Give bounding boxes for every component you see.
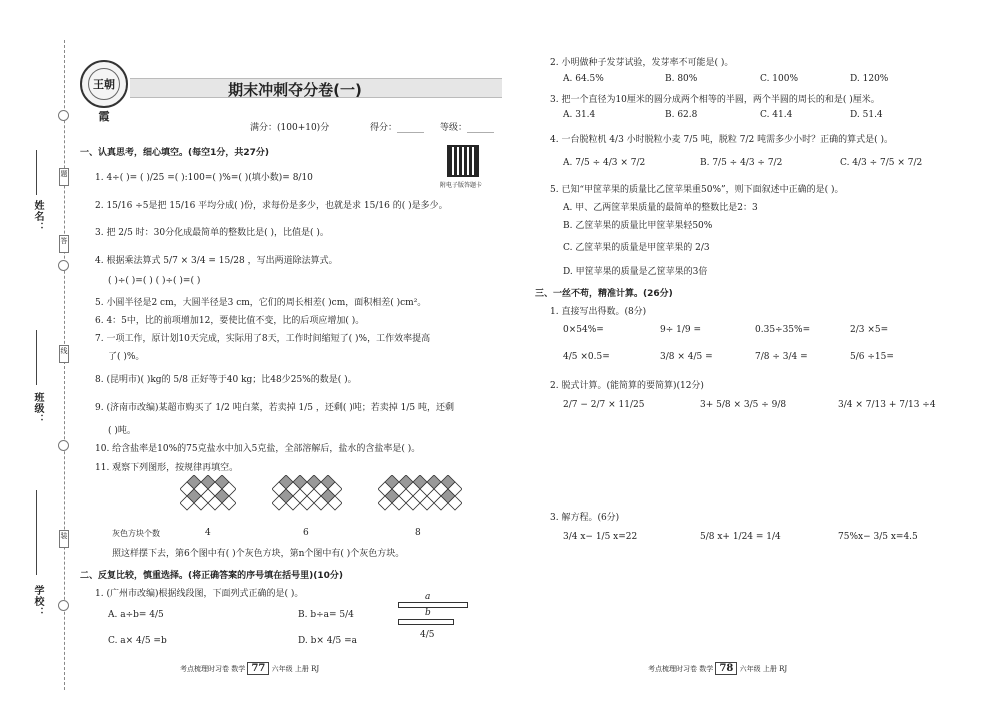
question: 3. 把一个直径为10厘米的圆分成两个相等的半圆，两个半圆的周长的和是( )厘米。	[550, 95, 880, 105]
pattern-figure-2	[272, 475, 342, 517]
option[interactable]: A. 甲、乙两筐苹果质量的最简单的整数比是2：3	[563, 203, 758, 213]
section-1-heading: 一、认真思考，细心填空。(每空1分，共27分)	[80, 148, 270, 158]
option[interactable]: C. a× 4/5 =b	[108, 636, 167, 646]
option[interactable]: D. 甲筐苹果的质量是乙筐苹果的3倍	[563, 267, 708, 277]
option[interactable]: A. 31.4	[563, 110, 596, 120]
question: 10. 给含盐率是10%的75克盐水中加入5克盐，全部溶解后，盐水的含盐率是( )。	[95, 444, 421, 454]
option[interactable]: C. 100%	[760, 74, 799, 84]
question: 照这样摆下去，第6个图中有( )个灰色方块，第n个图中有( )个灰色方块。	[112, 549, 405, 559]
equation: 5/8 x+ 1/24 = 1/4	[700, 532, 781, 542]
figure-count: 4	[205, 528, 211, 538]
binding-strip	[0, 0, 72, 708]
option[interactable]: C. 4/3 ÷ 7/5 × 7/2	[840, 158, 923, 168]
qr-label: 附电子版答题卡	[440, 182, 483, 189]
figure-count: 6	[303, 528, 309, 538]
section-3-heading: 三、一丝不苟，精准计算。(26分)	[535, 289, 673, 299]
binding-hole	[58, 600, 69, 611]
segment-b	[398, 619, 454, 625]
question: 2. 15/16 ÷5是把 15/16 平均分成( )份，求每份是多少，也就是求 15/16 的( )是多少。	[95, 201, 448, 211]
question: ( )吨。	[108, 426, 136, 436]
calc-item: 2/7 − 2/7 × 11/25	[563, 400, 645, 410]
option[interactable]: A. a÷b= 4/5	[108, 610, 164, 620]
question: 6. 4：5中，比的前项增加12，要使比值不变，比的后项应增加( )。	[95, 316, 365, 326]
brand-logo: 王朝霞	[80, 60, 128, 108]
option[interactable]: B. 7/5 ÷ 4/3 ÷ 7/2	[700, 158, 783, 168]
question: 1. 4÷( )= ( )/25 =( ):100=( )%=( )(填小数)= 8/10	[95, 173, 313, 183]
cut-line	[64, 40, 65, 690]
segment-a	[398, 602, 468, 608]
seal-mark: 线	[59, 345, 69, 363]
question: 5. 小圆半径是2 cm，大圆半径是3 cm，它们的周长相差( )cm，面积相差( )cm²。	[95, 298, 427, 308]
equation: 75%x− 3/5 x=4.5	[838, 532, 918, 542]
exam-sheet: 题 答 线 装 姓名： 班级： 学校： 王朝霞 期末冲刺夺分卷(一) 满分：(100+10)分 得分：______ 等级：______ 附电子版答题卡 一、认真思考，细心填空。(每空1分，共27分) 1. 4÷( )= ( )/25 =( ):100=( )%=( )(填小数)= 8/10 2. 15/16 ÷5是把 15/16 平均分成( )份，求每份是多少，也就是求 15/16 的( )是多少。 3. 把 2/5 时：30分化成最简单的整数比是( )，比值是( )。 4. 根据乘法算式 5/7 × 3/4 = 15/28 ，写出两道除法算式。 ( )÷( )=( ) ( )÷( )=( ) 5. 小圆半径是2 cm，大圆半径是3 cm，它们的周长相差( )cm，面积相差( )cm²。 6. 4：5中，比的前项增加12，要使比值不变，比的后项应增加( )。 7. 一项工作，原计划10天完成，实际用了8天，工作时间缩短了( )%，工作效率提高 了( )%。 8. (昆明市)( )kg的 5/8 正好等于40 kg；比48少25%的数是( )。 9. (济南市改编)某超市购买了 1/2 吨白菜，若卖掉 1/5 ，还剩( )吨；若卖掉 1/5 吨，还剩 ( )吨。 10. 给含盐率是10%的75克盐水中加入5克盐，全部溶解后，盐水的含盐率是( )。 11. 观察下列图形，按规律再填空。 灰色方块个数 4 6 8 照这样摆下去，第6个图中有( )个灰色方块，第n个图中有( )个灰色方块。 二、反复比较，慎重选择。(将正确答案的序号填在括号里)(10分) 1. (广州市改编)根据线段图，下面列式正确的是( )。 A. a÷b= 4/5 B. b÷a= 5/4 C. a× 4/5 =b D. b× 4/5 =a a b 4/5 考点梳理时习卷 数学 77 六年级 上册 RJ 2. 小明做种子发芽试验，发芽率不可能是( )。 A. 64.5% B. 80% C. 100% D. 120% 3. 把一个直径为10厘米的圆分成两个相等的半圆，两个半圆的周长的和是( )厘米。 A. 31.4 B. 62.8 C. 41.4 D. 51.4 4. 一台脱粒机 4/3 小时脱粒小麦 7/5 吨，脱粒 7/2 吨需多少小时？正确的算式是( )。 A. 7/5 ÷ 4/3 × 7/2 B. 7/5 ÷ 4/3 ÷ 7/2 C. 4/3 ÷ 7/5 × 7/2 5. 已知“甲筐苹果的质量比乙筐苹果重50%”，则下面叙述中正确的是( )。 A. 甲、乙两筐苹果质量的最简单的整数比是2：3 B. 乙筐苹果的质量比甲筐苹果轻50% C. 乙筐苹果的质量是甲筐苹果的 2/3 D. 甲筐苹果的质量是乙筐苹果的3倍 三、一丝不苟，精准计算。(26分) 1. 直接写出得数。(8分) 0×54%= 9÷ 1/9 = 0.35÷35%= 2/3 ×5= 4/5 ×0.5= 3/8 × 4/5 = 7/8 ÷ 3/4 = 5/6 ÷15= 2. 脱式计算。(能简算的要简算)(12分) 2/7 − 2/7 × 11/25 3+ 5/8 × 3/5 ÷ 9/8 3/4 × 7/13 + 7/13 ÷4 3. 解方程。(6分) 3/4 x− 1/5 x=22 5/8 x+ 1/24 = 1/4 75%x− 3/5 x=4.5 考点梳理时习卷 数学 78 六年级 上册 RJ	[0, 0, 1000, 708]
option[interactable]: B. 乙筐苹果的质量比甲筐苹果轻50%	[563, 221, 713, 231]
calc-item: 7/8 ÷ 3/4 =	[755, 352, 808, 362]
option[interactable]: A. 64.5%	[563, 74, 604, 84]
pattern-figure-3	[378, 475, 462, 517]
question: 8. (昆明市)( )kg的 5/8 正好等于40 kg；比48少25%的数是( )。	[95, 375, 357, 385]
question: 11. 观察下列图形，按规律再填空。	[95, 463, 239, 473]
calc-item: 0×54%=	[563, 325, 604, 335]
option[interactable]: B. 80%	[665, 74, 698, 84]
question: 2. 小明做种子发芽试验，发芽率不可能是( )。	[550, 58, 734, 68]
question: 2. 脱式计算。(能简算的要简算)(12分)	[550, 381, 704, 391]
option[interactable]: D. 51.4	[850, 110, 883, 120]
question: 了( )%。	[108, 352, 145, 362]
calc-item: 2/3 ×5=	[850, 325, 889, 335]
question: 3. 解方程。(6分)	[550, 513, 620, 523]
equation: 3/4 x− 1/5 x=22	[563, 532, 638, 542]
class-label: 班级：	[32, 392, 43, 425]
school-line[interactable]	[36, 490, 37, 575]
option[interactable]: D. b× 4/5 =a	[298, 636, 358, 646]
binding-hole	[58, 440, 69, 451]
calc-item: 9÷ 1/9 =	[660, 325, 702, 335]
footer-left: 考点梳理时习卷 数学 77 六年级 上册 RJ	[180, 663, 320, 674]
question: 7. 一项工作，原计划10天完成，实际用了8天，工作时间缩短了( )%，工作效率提高	[95, 334, 431, 344]
page-title: 期末冲刺夺分卷(一)	[228, 81, 362, 99]
section-2-heading: 二、反复比较，慎重选择。(将正确答案的序号填在括号里)(10分)	[80, 571, 343, 581]
figure-count: 8	[415, 528, 421, 538]
question: 3. 把 2/5 时：30分化成最简单的整数比是( )，比值是( )。	[95, 228, 329, 238]
question: 1. 直接写出得数。(8分)	[550, 307, 647, 317]
option[interactable]: C. 乙筐苹果的质量是甲筐苹果的 2/3	[563, 243, 710, 253]
option[interactable]: A. 7/5 ÷ 4/3 × 7/2	[563, 158, 646, 168]
option[interactable]: B. b÷a= 5/4	[298, 610, 354, 620]
binding-hole	[58, 110, 69, 121]
option[interactable]: B. 62.8	[665, 110, 698, 120]
full-score: 满分：(100+10)分	[250, 123, 330, 133]
binding-hole	[58, 260, 69, 271]
qr-code[interactable]	[447, 145, 479, 177]
page-number: 78	[715, 662, 737, 675]
name-line[interactable]	[36, 150, 37, 195]
calc-item: 3/8 × 4/5 =	[660, 352, 713, 362]
footer-right: 考点梳理时习卷 数学 78 六年级 上册 RJ	[648, 663, 788, 674]
grade-field[interactable]: 等级：______	[440, 123, 495, 133]
calc-item: 3/4 × 7/13 + 7/13 ÷4	[838, 400, 936, 410]
pattern-figure-1	[180, 475, 236, 517]
figure-label: 灰色方块个数	[112, 529, 160, 538]
seal-mark: 题	[59, 168, 69, 186]
calc-item: 0.35÷35%=	[755, 325, 811, 335]
name-label: 姓名：	[32, 200, 43, 233]
page-number: 77	[247, 662, 269, 675]
calc-item: 5/6 ÷15=	[850, 352, 894, 362]
seal-mark: 答	[59, 235, 69, 253]
answer-line[interactable]: ( )÷( )=( ) ( )÷( )=( )	[108, 276, 201, 286]
seal-mark: 装	[59, 530, 69, 548]
calc-item: 4/5 ×0.5=	[563, 352, 610, 362]
class-line[interactable]	[36, 330, 37, 385]
option[interactable]: D. 120%	[850, 74, 889, 84]
question: 9. (济南市改编)某超市购买了 1/2 吨白菜，若卖掉 1/5 ，还剩( )吨；若卖掉 1/5 吨，还剩	[95, 403, 454, 413]
question: 1. (广州市改编)根据线段图，下面列式正确的是( )。	[95, 589, 304, 599]
question: 4. 根据乘法算式 5/7 × 3/4 = 15/28 ，写出两道除法算式。	[95, 256, 338, 266]
question: 5. 已知“甲筐苹果的质量比乙筐苹果重50%”，则下面叙述中正确的是( )。	[550, 185, 844, 195]
score-field[interactable]: 得分：______	[370, 123, 425, 133]
question: 4. 一台脱粒机 4/3 小时脱粒小麦 7/5 吨，脱粒 7/2 吨需多少小时？正确的算式是( )。	[550, 135, 893, 145]
option[interactable]: C. 41.4	[760, 110, 793, 120]
school-label: 学校：	[32, 585, 43, 618]
calc-item: 3+ 5/8 × 3/5 ÷ 9/8	[700, 400, 787, 410]
